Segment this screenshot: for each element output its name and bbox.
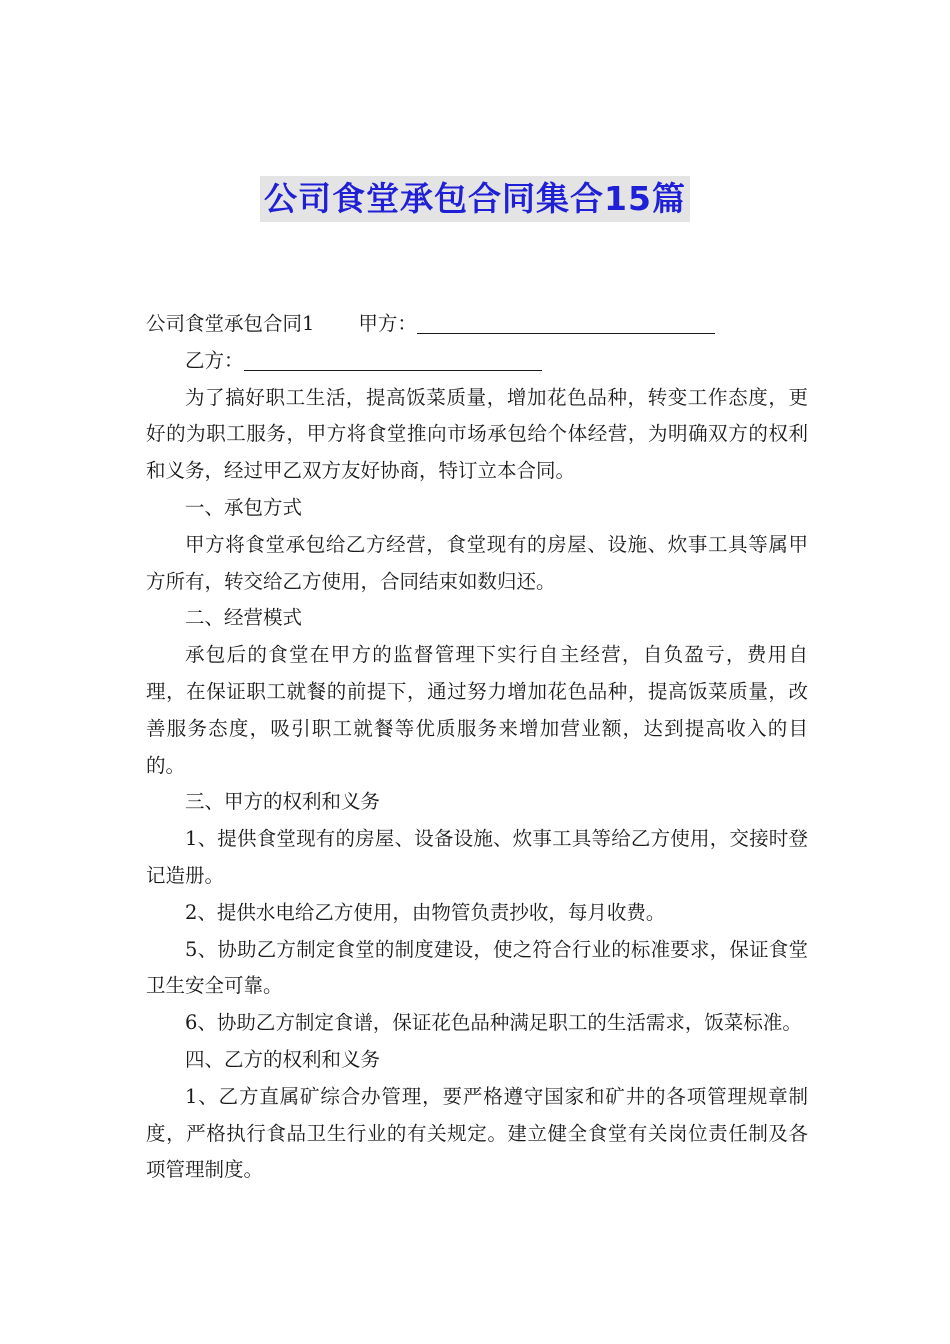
party-b-line [146, 343, 808, 380]
document-title: 公司食堂承包合同集合15篇 [260, 176, 690, 222]
paragraph-intro: 为了搞好职工生活，提高饭菜质量，增加花色品种，转变工作态度，更好的为职工服务，甲方将食堂推向市场承包给个体经营，为明确双方的权利和义务，经过甲乙双方友好协商，特订立本合同。 [146, 385, 808, 483]
list-item: 1、乙方直属矿综合办管理，要严格遵守国家和矿井的各项管理规章制度，严格执行食品卫生行业的有关规定。建立健全食堂有关岗位责任制及各项管理制度。 [146, 1084, 808, 1182]
section-heading-2: 二、经营模式 [185, 606, 303, 630]
title-container [0, 176, 950, 222]
party-a-blank-line [417, 309, 715, 334]
section-heading-3: 三、甲方的权利和义务 [185, 790, 381, 814]
section-heading-4: 四、乙方的权利和义务 [185, 1047, 381, 1071]
party-b-label: 乙方： [185, 348, 244, 372]
list-item: 6、协助乙方制定食谱，保证花色品种满足职工的生活需求，饭菜标准。 [185, 1011, 802, 1035]
section-heading-1: 一、承包方式 [185, 495, 303, 519]
contract-name: 公司食堂承包合同1 [146, 312, 315, 335]
contract-header-line [146, 306, 808, 343]
paragraph: 甲方将食堂承包给乙方经营，食堂现有的房屋、设施、炊事工具等属甲方所有，转交给乙方使用，合同结束如数归还。 [146, 532, 808, 593]
list-item: 2、提供水电给乙方使用，由物管负责抄收，每月收费。 [185, 900, 666, 924]
list-item: 1、提供食堂现有的房屋、设备设施、炊事工具等给乙方使用，交接时登记造册。 [146, 827, 808, 887]
party-b-blank-line [244, 346, 542, 371]
document-body [146, 306, 808, 1189]
paragraph: 承包后的食堂在甲方的监督管理下实行自主经营，自负盈亏，费用自理，在保证职工就餐的前提下，通过努力增加花色品种，提高饭菜质量，改善服务态度，吸引职工就餐等优质服务来增加营业额，达到提高收入的目的。 [146, 643, 808, 777]
party-a-label: 甲方： [358, 312, 417, 335]
list-item: 5、协助乙方制定食堂的制度建设，使之符合行业的标准要求，保证食堂卫生安全可靠。 [146, 937, 808, 998]
